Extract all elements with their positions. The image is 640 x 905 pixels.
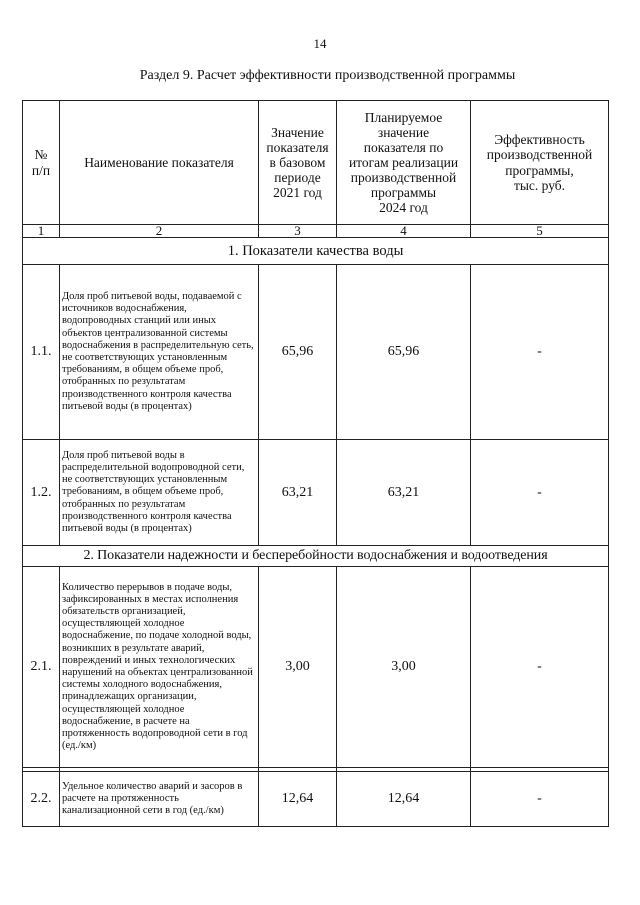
base-value: 12,64 <box>259 772 337 827</box>
table-row <box>23 265 609 440</box>
column-number: 1 <box>23 225 60 238</box>
column-number: 3 <box>259 225 337 238</box>
effectiveness-value: - <box>471 440 609 546</box>
base-value: 3,00 <box>259 567 337 768</box>
section-title-cell: 1. Показатели качества воды <box>23 238 609 265</box>
indicator-name: Удельное количество аварий и засоров в расчете на протяженность канализационной сети в год (ед./км) <box>60 772 259 827</box>
indicator-name: Доля проб питьевой воды в распределительной водопроводной сети, не соответствующих установленным требованиям, в общем объеме проб, отобранных по результатам производственного контроля качества питьевой воды (в процентах) <box>60 440 259 546</box>
section-title-cell: 2. Показатели надежности и бесперебойности водоснабжения и водоотведения <box>23 546 609 567</box>
header-planned-value <box>337 101 471 225</box>
header-base-value-text: Значение показателя в базовом периоде 2021 год <box>266 124 329 201</box>
section-row <box>23 546 609 567</box>
row-number: 2.1. <box>23 567 60 768</box>
effectiveness-value: - <box>471 567 609 768</box>
effectiveness-value: - <box>471 265 609 440</box>
planned-value: 3,00 <box>337 567 471 768</box>
base-value: 65,96 <box>259 265 337 440</box>
efficiency-table <box>22 100 609 827</box>
planned-value: 65,96 <box>337 265 471 440</box>
header-name-text: Наименование показателя <box>84 154 234 170</box>
planned-value: 12,64 <box>337 772 471 827</box>
table-row <box>23 567 609 768</box>
planned-value: 63,21 <box>337 440 471 546</box>
header-effectiveness <box>471 101 609 225</box>
table-row <box>23 440 609 546</box>
row-number: 1.2. <box>23 440 60 546</box>
column-number-row <box>23 225 609 238</box>
page-number: 14 <box>313 36 327 51</box>
header-row <box>23 101 609 225</box>
section-title: Раздел 9. Расчет эффективности производственной программы <box>139 68 516 83</box>
column-number: 4 <box>337 225 471 238</box>
header-name <box>60 101 259 225</box>
effectiveness-value: - <box>471 772 609 827</box>
row-number: 2.2. <box>23 772 60 827</box>
header-number-text: № п/п <box>31 147 51 178</box>
header-number <box>23 101 60 225</box>
section-row <box>23 238 609 265</box>
indicator-name: Количество перерывов в подаче воды, зафиксированных в местах исполнения обязательств организацией, осуществляющей холодное водоснабжение, по подаче холодной воды, возникших в результате аварий, повреждений и иных технологических нарушений на объектах централизованной системы холодного водоснабжения, принадлежащих организации, осуществляющей холодное водоснабжение, в расчете на протяженность водопроводной сети в год (ед./км) <box>60 567 259 768</box>
indicator-name: Доля проб питьевой воды, подаваемой с источников водоснабжения, водопроводных станций или иных объектов централизованной системы водоснабжения в распределительную сеть, не соответствующих установленным требованиям, в общем объеме проб, отобранных по результатам производственного контроля качества питьевой воды (в процентах) <box>60 265 259 440</box>
column-number: 5 <box>471 225 609 238</box>
row-number: 1.1. <box>23 265 60 440</box>
header-base-value <box>259 101 337 225</box>
column-number: 2 <box>60 225 259 238</box>
table-row <box>23 772 609 827</box>
base-value: 63,21 <box>259 440 337 546</box>
header-effectiveness-text: Эффективность производственной программы, тыс. руб. <box>486 132 593 193</box>
header-planned-value-text: Планируемое значение показателя по итогам реализации производственной программы 2024 год <box>348 109 459 216</box>
